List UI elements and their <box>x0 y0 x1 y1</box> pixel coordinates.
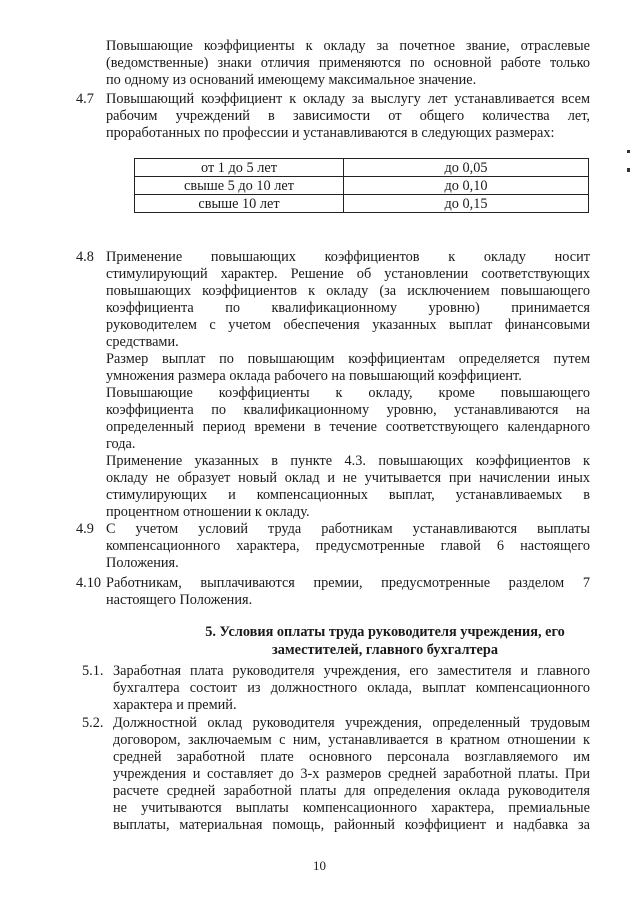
text-line: Работникам, выплачиваются премии, предусмотренные разделом 7 <box>106 575 590 591</box>
item-number: 5.2. <box>82 715 104 731</box>
text-line: характера и премий. <box>113 697 237 713</box>
text-line: (ведомственные) знаки отличия применяются по основной работе только <box>106 55 590 71</box>
table-cell: до 0,05 <box>344 159 589 177</box>
intro-paragraph <box>106 38 590 89</box>
item-number: 5.1. <box>82 663 104 679</box>
text-line: по одному из оснований имеющему максимальное значение. <box>106 72 477 88</box>
text-line: договором, заключаемым с ним, устанавливается в кратном отношении к <box>113 732 590 748</box>
item-number: 4.10 <box>76 575 102 591</box>
text-line: Размер выплат по повышающим коэффициентам определяется путем <box>106 351 590 367</box>
text-line: учреждения и составляет до 3-х размеров средней заработной платы. При <box>113 766 590 782</box>
scan-mark <box>627 168 630 172</box>
item-4-10-paragraph <box>106 575 590 609</box>
text-line: средствами. <box>106 334 179 350</box>
item-4-9-paragraph <box>106 521 590 572</box>
text-line: средней заработной плате основного персонала возглавляемого им <box>113 749 590 765</box>
text-line: расчете средней заработной платы для определения оклада руководителя <box>113 783 590 799</box>
section-heading <box>150 623 620 659</box>
text-line: стимулирующих и компенсационных выплат, устанавливаемых в <box>106 487 590 503</box>
page-number: 10 <box>313 858 326 873</box>
text-line: стимулирующий характер. Решение об установлении соответствующих <box>106 266 590 282</box>
text-line: не учитываются выплаты компенсационного характера, премиальные <box>113 800 590 816</box>
text-line: Повышающие коэффициенты к окладу за почетное звание, отраслевые <box>106 38 590 54</box>
table-row <box>135 195 589 213</box>
item-number: 4.8 <box>76 249 94 265</box>
text-line: коэффициента по квалификационному уровню) принимается <box>106 300 590 316</box>
text-line: Применение повышающих коэффициентов к окладу носит <box>106 249 590 265</box>
text-line: Повышающие коэффициенты к окладу, кроме повышающего <box>106 385 590 401</box>
item-5-2-paragraph <box>113 715 590 834</box>
text-line: настоящего Положения. <box>106 592 253 608</box>
seniority-table <box>134 158 589 213</box>
text-line: С учетом условий труда работникам устанавливаются выплаты <box>106 521 590 537</box>
table-cell: свыше 5 до 10 лет <box>135 177 344 195</box>
table-cell: до 0,15 <box>344 195 589 213</box>
section-heading-line: 5. Условия оплаты труда руководителя учреждения, его <box>205 624 565 640</box>
text-line: бухгалтера состоит из должностного оклада, выплат компенсационного <box>113 680 590 696</box>
text-line: года. <box>106 436 136 452</box>
item-4-8-paragraph <box>106 249 590 521</box>
item-5-1-paragraph <box>113 663 590 714</box>
table-row <box>135 177 589 195</box>
table-row <box>135 159 589 177</box>
scan-mark <box>627 150 630 153</box>
text-line: определенный период времени в течение соответствующего календарного <box>106 419 590 435</box>
text-line: окладу не образует новый оклад и не учитывается при начислении иных <box>106 470 590 486</box>
text-line: выплаты, материальная помощь, районный коэффициент и надбавка за <box>113 817 590 833</box>
text-line: проработанных по профессии и устанавливаются в следующих размерах: <box>106 125 555 141</box>
text-line: руководителем с учетом обеспечения указанных выплат финансовыми <box>106 317 590 333</box>
text-line: процентном отношении к окладу. <box>106 504 310 520</box>
section-heading-line: заместителей, главного бухгалтера <box>272 642 498 658</box>
item-4-7-paragraph <box>106 91 590 142</box>
text-line: Применение указанных в пункте 4.3. повышающих коэффициентов к <box>106 453 590 469</box>
item-number: 4.9 <box>76 521 94 537</box>
text-line: компенсационного характера, предусмотренные главой 6 настоящего <box>106 538 590 554</box>
text-line: Положения. <box>106 555 179 571</box>
text-line: Повышающий коэффициент к окладу за выслугу лет устанавливается всем <box>106 91 590 107</box>
table-cell: свыше 10 лет <box>135 195 344 213</box>
table-cell: до 0,10 <box>344 177 589 195</box>
text-line: рабочим учреждений в зависимости от общего количества лет, <box>106 108 590 124</box>
table-cell: от 1 до 5 лет <box>135 159 344 177</box>
item-number: 4.7 <box>76 91 94 107</box>
text-line: коэффициента по квалификационному уровню, устанавливаются на <box>106 402 590 418</box>
text-line: Должностной оклад руководителя учреждения, определенный трудовым <box>113 715 590 731</box>
text-line: Заработная плата руководителя учреждения, его заместителя и главного <box>113 663 590 679</box>
text-line: умножения размера оклада рабочего на повышающий коэффициент. <box>106 368 522 384</box>
text-line: повышающих коэффициентов к окладу (за исключением повышающего <box>106 283 590 299</box>
